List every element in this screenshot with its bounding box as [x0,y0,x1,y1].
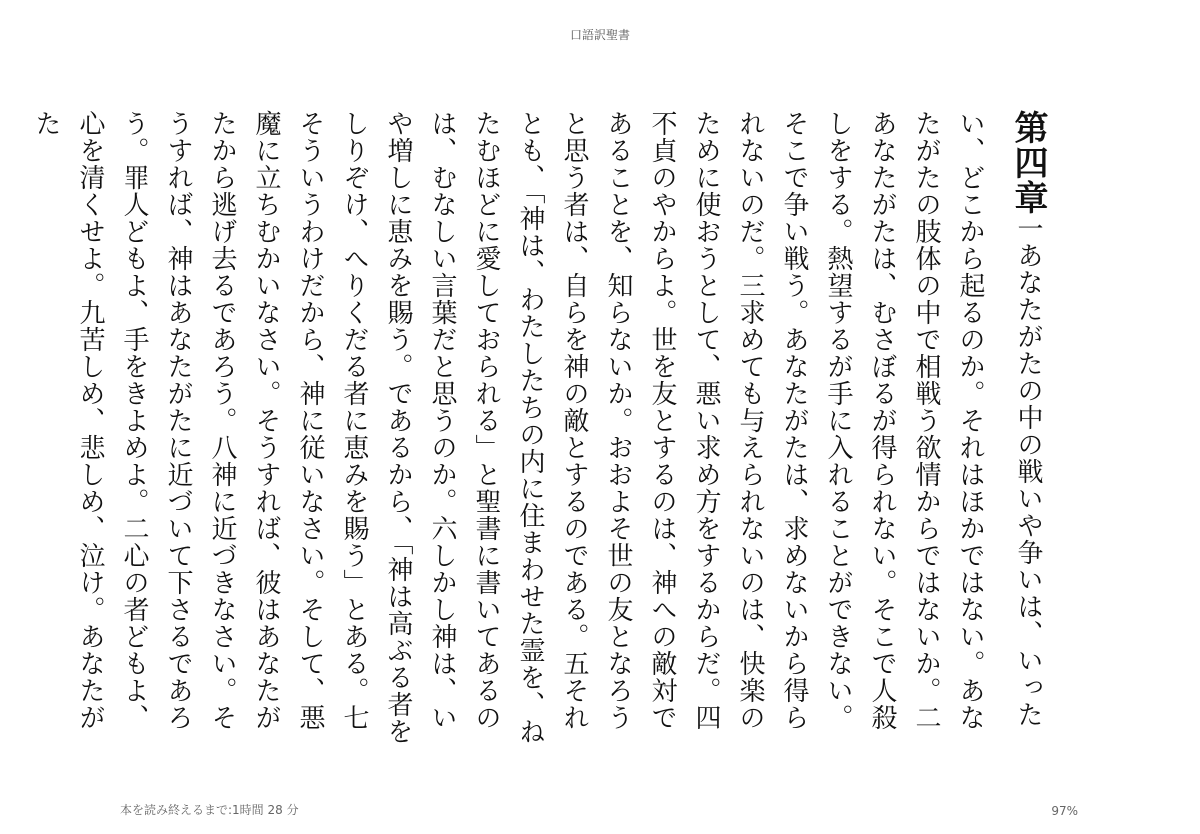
chapter-content [31,110,1050,750]
book-title: 口語訳聖書 [569,28,630,42]
chapter-title: 第四章 [1008,110,1048,215]
reading-progress: 97% [1051,804,1078,818]
reading-page[interactable] [31,110,1050,750]
time-remaining: 本を読み終えるまで:1時間 28 分 [120,803,299,817]
chapter-body-text: 一あなたがたの中の戦いや争いは、いったい、どこから起るのか。それはほかではない。あなたがたの肢体の中で相戦う欲情からではないか。二あなたがたは、むさぼるが得られない。そこで人殺しをする。熱望するが手に入れることができない。そこで争い戦う。あなたがたは、求めないから得られないのだ。三求めても与えられないのは、快楽のために使おうとして、悪い求め方をするからだ。四不貞のやからよ。世を友とするのは、神への敵対であることを、知らないか。おおよそ世の友となろうと思う者は、自らを神の敵とするのである。五それとも、「神は、わたしたちの内に住まわせた霊を、ねたむほどに愛しておられる」と聖書に書いてあるのは、むなしい言葉だと思うのか。六しかし神は、いや増しに恵みを賜う。であるから、「神は高ぶる者をしりぞけ、へりくだる者に恵みを賜う」とある。七そういうわけだから、神に従いなさい。そして、悪魔に立ちむかいなさい。そうすれば、彼はあなたがたから逃げ去るであろう。八神に近づきなさい。そうすれば、神はあなたがたに近づいて下さるであろう。罪人どもよ、手をきよめよ。二心の者どもよ、心を清くせよ。九苦しめ、悲しめ、泣け。あなたがた [31,110,1043,745]
